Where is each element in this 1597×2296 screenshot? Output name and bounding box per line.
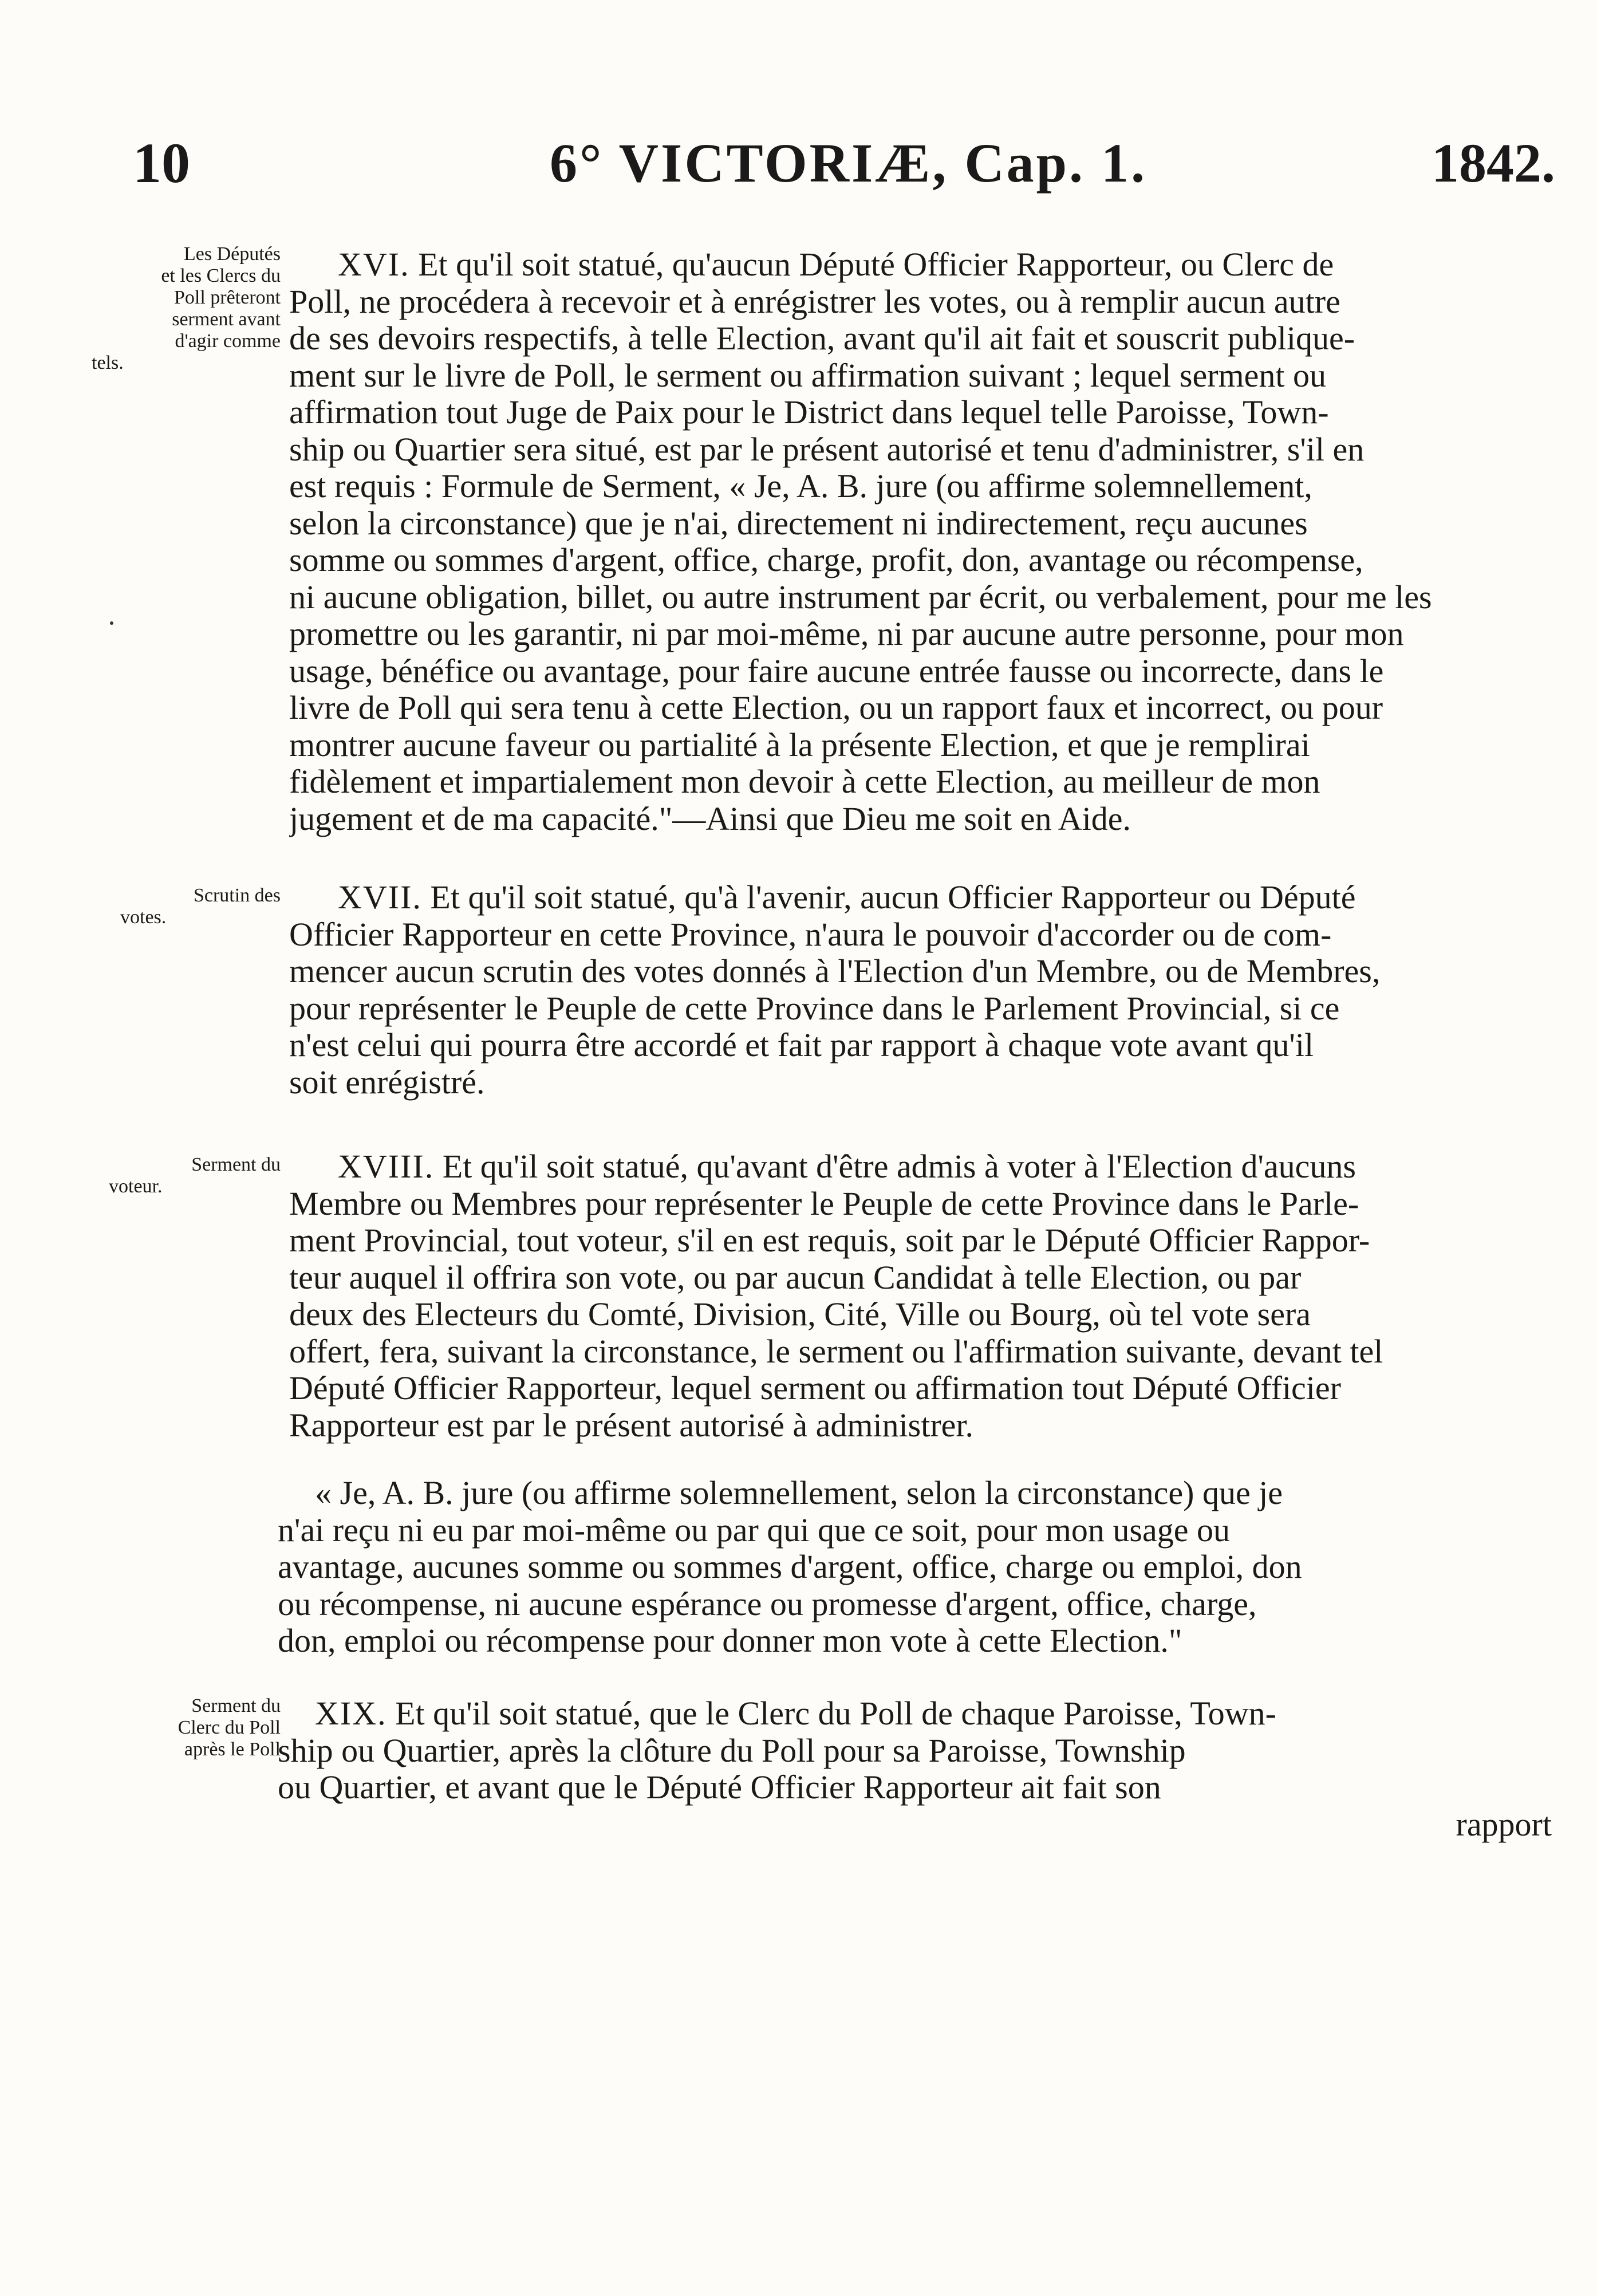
text-line bbox=[289, 246, 1572, 283]
margin-note-line: tels. bbox=[92, 352, 124, 373]
text-line: usage, bénéfice ou avantage, pour faire aucune entrée fausse ou incorrecte, dans le bbox=[289, 652, 1384, 690]
text-line: mencer aucun scrutin des votes donnés à l'Election d'un Membre, ou de Membres, bbox=[289, 953, 1381, 990]
text-line: affirmation tout Juge de Paix pour le District dans lequel telle Paroisse, Town- bbox=[289, 394, 1329, 431]
text-line: ship ou Quartier, après la clôture du Poll pour sa Paroisse, Township bbox=[278, 1732, 1186, 1769]
text-line: teur auquel il offrira son vote, ou par aucun Candidat à telle Election, ou par bbox=[289, 1259, 1302, 1296]
running-title: 6° VICTORIÆ, Cap. 1. bbox=[550, 132, 1148, 194]
text-line: somme ou sommes d'argent, office, charge, profit, don, avantage ou récompense, bbox=[289, 542, 1363, 578]
text-line: n'est celui qui pourra être accordé et fait par rapport à chaque vote avant qu'il bbox=[289, 1027, 1314, 1064]
margin-note-xvi bbox=[92, 243, 281, 374]
margin-note-xvii bbox=[92, 885, 281, 928]
margin-note-line: Les Députés bbox=[183, 243, 281, 265]
catchword: rapport bbox=[1456, 1806, 1552, 1843]
text-line: « Je, A. B. jure (ou affirme solemnellement, selon la circonstance) que je bbox=[315, 1475, 1283, 1511]
text-line: ship ou Quartier sera situé, est par le présent autorisé et tenu d'administrer, s'il en bbox=[289, 431, 1365, 468]
margin-note-line: voteur. bbox=[109, 1176, 163, 1197]
section-numeral: XIX. bbox=[315, 1695, 387, 1732]
running-year: 1842. bbox=[1432, 132, 1555, 194]
print-speck bbox=[110, 621, 113, 625]
text-line: soit enrégistré. bbox=[289, 1064, 485, 1101]
text-line: Rapporteur est par le présent autorisé à administrer. bbox=[289, 1407, 974, 1444]
text-line: Officier Rapporteur en cette Province, n'aura le pouvoir d'accorder ou de com- bbox=[289, 916, 1332, 953]
text-line: pour représenter le Peuple de cette Province dans le Parlement Provincial, si ce bbox=[289, 990, 1340, 1027]
text-line: don, emploi ou récompense pour donner mon vote à cette Election." bbox=[278, 1622, 1182, 1659]
margin-note-line: votes. bbox=[120, 907, 167, 928]
oath-quote bbox=[278, 1475, 1552, 1660]
margin-note-line: Serment du bbox=[191, 1154, 281, 1175]
text-line: ment sur le livre de Poll, le serment ou affirmation suivant ; lequel serment ou bbox=[289, 357, 1326, 394]
text-line: ou récompense, ni aucune espérance ou promesse d'argent, office, charge, bbox=[278, 1585, 1257, 1622]
text-line: ou Quartier, et avant que le Député Officier Rapporteur ait fait son bbox=[278, 1769, 1161, 1806]
text-line: montrer aucune faveur ou partialité à la présente Election, et que je remplirai bbox=[289, 726, 1310, 763]
section-text: Et qu'il soit statué, qu'avant d'être admis à voter à l'Election d'aucuns bbox=[442, 1148, 1356, 1185]
margin-note-line: Clerc du Poll bbox=[178, 1717, 281, 1738]
text-line: jugement et de ma capacité."—Ainsi que Dieu me soit en Aide. bbox=[289, 800, 1131, 837]
text-line: fidèlement et impartialement mon devoir à cette Election, au meilleur de mon bbox=[289, 763, 1320, 800]
text-line bbox=[289, 879, 1572, 916]
text-line: avantage, aucunes somme ou sommes d'argent, office, charge ou emploi, don bbox=[278, 1549, 1302, 1585]
text-line: promettre ou les garantir, ni par moi-même, ni par aucune autre personne, pour mon bbox=[289, 616, 1404, 652]
text-line: de ses devoirs respectifs, à telle Election, avant qu'il ait fait et souscrit publique- bbox=[289, 320, 1355, 357]
margin-note-xix bbox=[92, 1695, 281, 1761]
section-text: Et qu'il soit statué, qu'à l'avenir, aucun Officier Rapporteur ou Député bbox=[430, 879, 1356, 916]
margin-note-line: après le Poll bbox=[184, 1739, 281, 1760]
section-text: Et qu'il soit statué, que le Clerc du Poll de chaque Paroisse, Town- bbox=[395, 1695, 1276, 1732]
section-numeral: XVI. bbox=[338, 246, 410, 283]
text-line: deux des Electeurs du Comté, Division, Cité, Ville ou Bourg, où tel vote sera bbox=[289, 1296, 1311, 1333]
text-line bbox=[278, 1695, 1552, 1732]
section-numeral: XVII. bbox=[338, 879, 422, 916]
text-line: Député Officier Rapporteur, lequel serment ou affirmation tout Député Officier bbox=[289, 1370, 1341, 1407]
section-numeral: XVIII. bbox=[338, 1148, 435, 1185]
margin-note-line: d'agir comme bbox=[175, 330, 281, 352]
text-line: n'ai reçu ni eu par moi-même ou par qui que ce soit, pour mon usage ou bbox=[278, 1511, 1230, 1549]
margin-note-line: Poll prêteront bbox=[173, 287, 281, 308]
text-line: offert, fera, suivant la circonstance, le serment ou l'affirmation suivante, devant tel bbox=[289, 1333, 1383, 1370]
text-line: selon la circonstance) que je n'ai, directement ni indirectement, reçu aucunes bbox=[289, 505, 1308, 542]
text-line: Membre ou Membres pour représenter le Peuple de cette Province dans le Parle- bbox=[289, 1185, 1359, 1222]
section-xvii bbox=[289, 879, 1572, 1101]
page-number: 10 bbox=[133, 131, 190, 195]
text-line bbox=[289, 1148, 1572, 1186]
margin-note-line: Serment du bbox=[191, 1695, 281, 1716]
margin-note-xviii bbox=[92, 1154, 281, 1198]
text-line: ment Provincial, tout voteur, s'il en est requis, soit par le Député Officier Rappor- bbox=[289, 1222, 1370, 1259]
margin-note-line: et les Clercs du bbox=[161, 265, 281, 286]
text-line: Poll, ne procédera à recevoir et à enrégistrer les votes, ou à remplir aucun autre bbox=[289, 283, 1340, 320]
section-xviii bbox=[289, 1148, 1572, 1444]
section-xix bbox=[278, 1695, 1552, 1843]
margin-note-line: Scrutin des bbox=[193, 885, 281, 906]
section-text: Et qu'il soit statué, qu'aucun Député Officier Rapporteur, ou Clerc de bbox=[418, 246, 1334, 283]
text-line: livre de Poll qui sera tenu à cette Election, ou un rapport faux et incorrect, ou pour bbox=[289, 690, 1383, 726]
text-line: est requis : Formule de Serment, « Je, A. B. jure (ou affirme solemnellement, bbox=[289, 468, 1312, 505]
margin-note-line: serment avant bbox=[172, 309, 281, 330]
section-xvi bbox=[289, 246, 1572, 837]
text-line: ni aucune obligation, billet, ou autre instrument par écrit, ou verbalement, pour me les bbox=[289, 578, 1432, 616]
